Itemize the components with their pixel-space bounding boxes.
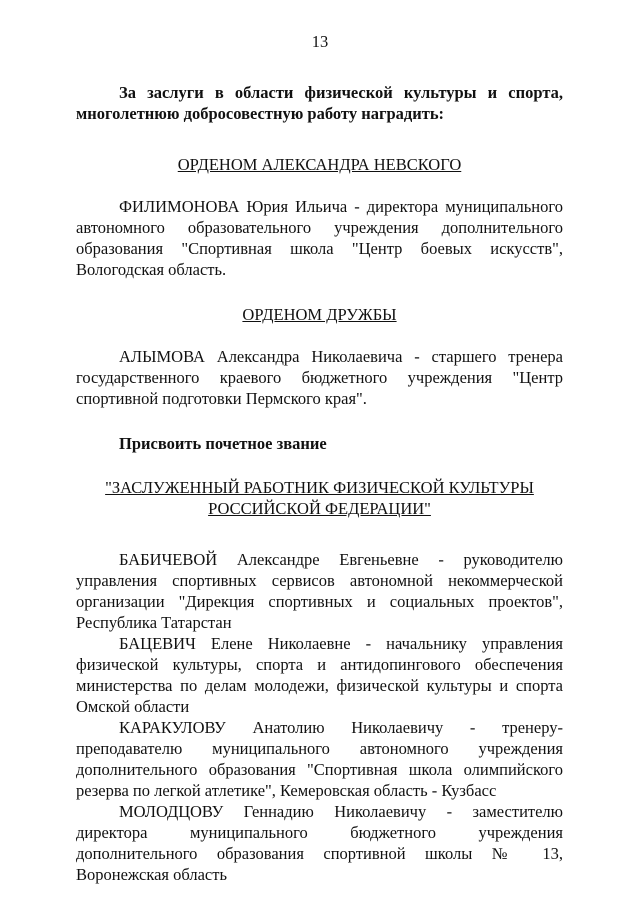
order-heading-nevsky-text: ОРДЕНОМ АЛЕКСАНДРА НЕВСКОГО — [177, 155, 462, 174]
page-number: 13 — [311, 32, 329, 51]
honorary-title-lead: Присвоить почетное звание — [119, 434, 327, 453]
honorary-entry-babicheva: БАБИЧЕВОЙ Александре Евгеньевне - руководителю управления спортивных сервисов автономной некоммерческой организации "Дирекция спортивных и социальных проектов", Республика Татарстан — [76, 550, 563, 632]
document-body — [76, 82, 563, 885]
honorary-title-line-2: РОССИЙСКОЙ ФЕДЕРАЦИИ" — [208, 499, 431, 518]
order-heading-friendship — [76, 304, 563, 325]
honorary-title-line-1: "ЗАСЛУЖЕННЫЙ РАБОТНИК ФИЗИЧЕСКОЙ КУЛЬТУРЫ — [105, 478, 534, 497]
award-entry-filimonov: ФИЛИМОНОВА Юрия Ильича - директора муниципального автономного образовательного учреждения дополнительного образования "Спортивная школа "Центр боевых искусств", Вологодская область. — [76, 197, 563, 279]
honorary-entry-molodtsov: МОЛОДЦОВУ Геннадию Николаевичу - заместителю директора муниципального бюджетного учреждения дополнительного образования спортивной школы № 13, Воронежская область — [76, 802, 563, 884]
honorary-entry-karakulov: КАРАКУЛОВУ Анатолию Николаевичу - тренеру-преподавателю муниципального автономного учреждения дополнительного образования "Спортивная школа олимпийского резерва по легкой атлетике", Кемеровская область - Кузбасс — [76, 718, 563, 800]
award-entry-alymov: АЛЫМОВА Александра Николаевича - старшего тренера государственного краевого бюджетного учреждения "Центр спортивной подготовки Пермского края". — [76, 347, 563, 408]
award-intro: За заслуги в области физической культуры и спорта, многолетнюю добросовестную работу наградить: — [76, 83, 563, 123]
honorary-entry-batsevich: БАЦЕВИЧ Елене Николаевне - начальнику управления физической культуры, спорта и антидопингового обеспечения министерства по делам молодежи, физической культуры и спорта Омской области — [76, 634, 563, 716]
honorary-title-heading — [76, 477, 563, 519]
order-heading-friendship-text: ОРДЕНОМ ДРУЖБЫ — [242, 305, 397, 324]
order-heading-nevsky — [76, 154, 563, 175]
